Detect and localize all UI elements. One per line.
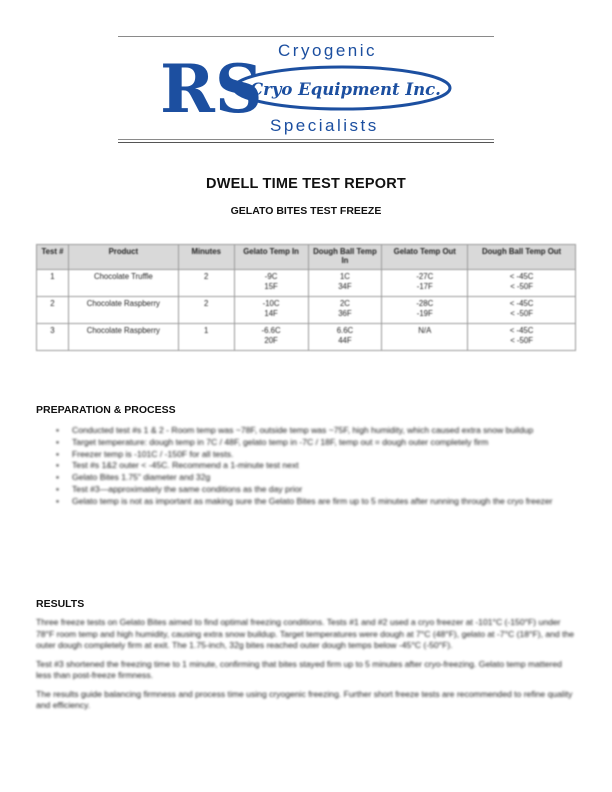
logo-line2: Specialists	[270, 116, 379, 135]
cell-test: 3	[37, 324, 69, 351]
list-item: • Gelato temp is not as important as making sure the Gelato Bites are firm up to 5 minutes after running through the cryo freezer	[56, 495, 553, 506]
results-paragraph: Test #3 shortened the freezing time to 1 minute, confirming that bites stayed firm up to 5 minutes after cryo-freezing. Gelato temp mattered less than post-freeze firmness.	[36, 658, 562, 680]
cell-test: 2	[37, 297, 69, 324]
cell-gelato-in: -9C 15F	[234, 270, 308, 297]
header-rule-bottom-double	[118, 142, 494, 143]
cell-gelato-out: -28C -19F	[382, 297, 468, 324]
logo-initials: RS	[160, 50, 263, 128]
report-subtitle: GELATO BITES TEST FREEZE	[230, 205, 382, 217]
preparation-heading: PREPARATION & PROCESS	[36, 404, 176, 416]
list-item: • Target temperature: dough temp in 7C / 48F, gelato temp in -7C / 18F, temp out = dough outer completely firm	[56, 436, 489, 447]
results-heading: RESULTS	[36, 598, 85, 610]
column-header: Product	[68, 245, 178, 270]
list-item: • Test #3—approximately the same conditions as the day prior	[56, 483, 303, 494]
results-paragraph: The results guide balancing firmness and process time using cryogenic freezing. Further short freeze tests are recommended to refine quality and efficiency.	[36, 688, 573, 710]
cell-product: Chocolate Truffle	[68, 270, 178, 297]
cell-minutes: 2	[178, 270, 234, 297]
column-header: Gelato Temp In	[234, 245, 308, 270]
table-header-row	[37, 245, 576, 270]
results-body	[36, 617, 576, 719]
cell-gelato-in: -10C 14F	[234, 297, 308, 324]
cell-dough-out: < -45C < -50F	[468, 270, 576, 297]
list-item: • Conducted test #s 1 & 2 - Room temp was ~78F, outside temp was ~75F, high humidity, which caused extra snow buildup	[56, 425, 534, 435]
preparation-list	[36, 425, 576, 508]
logo-tagline: Cryo Equipment Inc.	[250, 80, 441, 99]
company-logo	[160, 38, 460, 136]
cell-test: 1	[37, 270, 69, 297]
cell-dough-in: 6.6C 44F	[308, 324, 382, 351]
column-header: Minutes	[178, 245, 234, 270]
cell-product: Chocolate Raspberry	[68, 297, 178, 324]
cell-gelato-out: -27C -17F	[382, 270, 468, 297]
cell-dough-out: < -45C < -50F	[468, 297, 576, 324]
results-paragraph: Three freeze tests on Gelato Bites aimed to find optimal freezing conditions. Tests #1 and #2 used a cryo freezer at -101°C (-150°F) under 78°F room temp and high humidity, causing extra snow buildup. Target temperatures were dough at 7°C (48°F), gelato at -7°C (18°F), and the outer dough completely firm at exit. The 1.75-inch, 32g bites reached outer dough temps below -45°C (-50°F).	[36, 617, 575, 650]
cell-minutes: 1	[178, 324, 234, 351]
header-rule-top	[118, 36, 494, 37]
cell-product: Chocolate Raspberry	[68, 324, 178, 351]
header-rule-bottom	[118, 139, 494, 140]
cell-gelato-out: N/A	[382, 324, 468, 351]
table-row	[37, 324, 576, 351]
list-item: • Freezer temp is -101C / -150F for all tests.	[56, 448, 234, 459]
cell-dough-out: < -45C < -50F	[468, 324, 576, 351]
results-table	[36, 244, 576, 351]
report-title: DWELL TIME TEST REPORT	[206, 176, 406, 192]
logo-graphic	[160, 38, 460, 136]
list-item: • Test #s 1&2 outer < -45C. Recommend a 1-minute test next	[56, 460, 299, 471]
table-row	[37, 297, 576, 324]
table-row	[37, 270, 576, 297]
column-header: Dough Ball Temp Out	[468, 245, 576, 270]
list-item: • Gelato Bites 1.75" diameter and 32g	[56, 472, 211, 483]
logo-line1: Cryogenic	[278, 41, 378, 60]
cell-minutes: 2	[178, 297, 234, 324]
column-header: Test #	[37, 245, 69, 270]
cell-gelato-in: -6.6C 20F	[234, 324, 308, 351]
cell-dough-in: 2C 36F	[308, 297, 382, 324]
column-header: Gelato Temp Out	[382, 245, 468, 270]
column-header: Dough Ball Temp In	[308, 245, 382, 270]
cell-dough-in: 1C 34F	[308, 270, 382, 297]
